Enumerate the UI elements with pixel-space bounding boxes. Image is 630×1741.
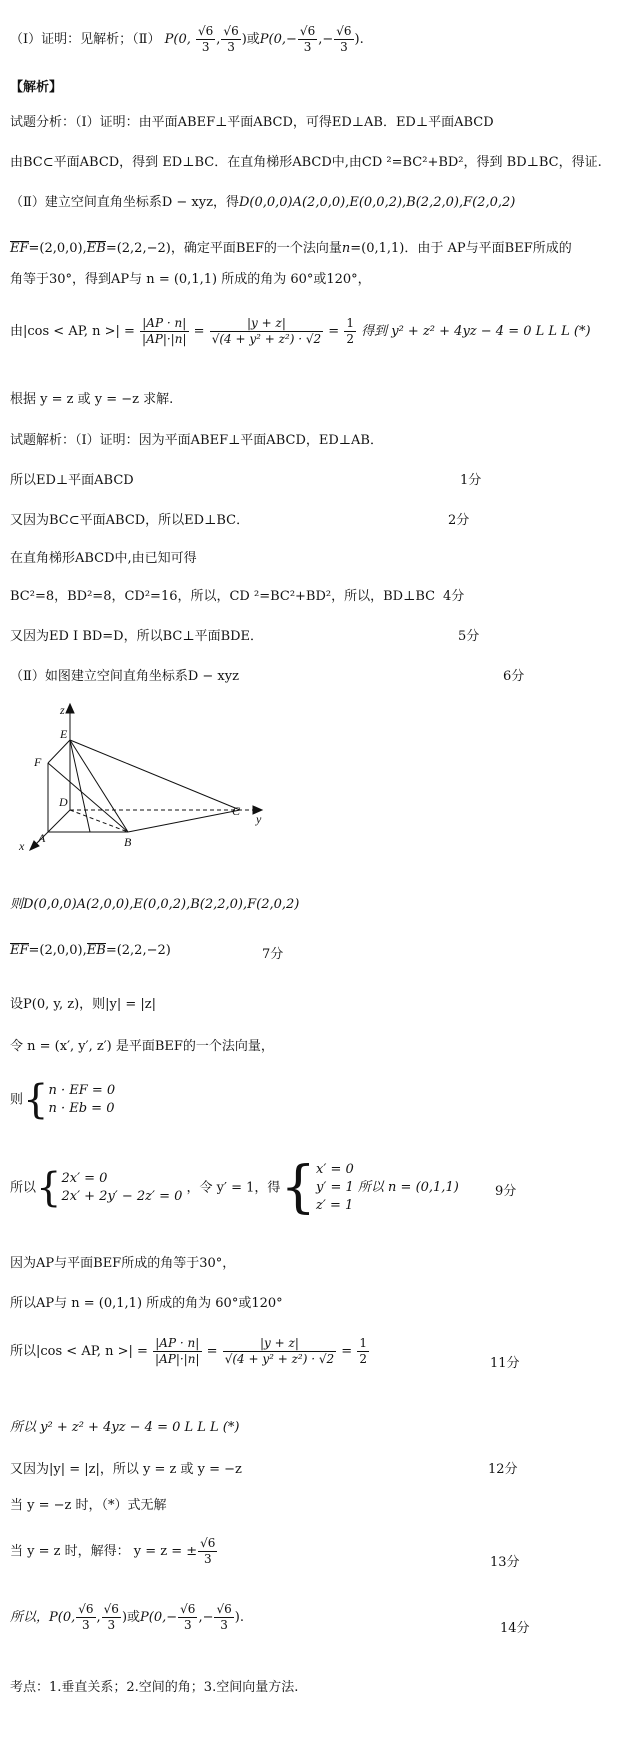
num: √6 [200,1536,216,1550]
answer-p2: P(0,− [259,32,297,47]
label-z: z [60,703,65,717]
frac [334,24,353,55]
num: 1 [346,316,354,330]
solution-line-4: 在直角梯形ABCD中,由已知可得 [10,551,197,566]
l3a: （Ⅱ）建立空间直角坐标系D − xyz，得 [10,195,239,210]
edge-bc [128,810,240,832]
s9b: =(2,0,0), [28,943,87,958]
neg: − [202,1610,214,1625]
num: √6 [299,24,316,38]
answer-line [10,24,364,55]
score-11: 11分 [490,1356,520,1371]
edge-db [70,810,128,832]
frac [221,24,240,55]
brace: { [23,1077,49,1123]
label-e: E [60,727,68,741]
frac [344,316,356,347]
s13c: x′ = 0 [316,1162,354,1177]
num: √6 [78,1602,94,1616]
s21a: 所以，P(0, [10,1610,76,1625]
solution-line-16 [10,1336,370,1367]
label-d: D [59,795,68,809]
solution-line-15: 所以AP与 n = (0,1,1) 所成的角为 60°或120° [10,1296,283,1311]
analysis-line-3 [10,191,515,210]
den: 3 [107,1618,116,1632]
coordinate-figure [10,700,280,865]
analysis-line-2: 由BC⊂平面ABCD，得到 ED⊥BC．在直角梯形ABCD中,由CD ²=BC²+BD²，得到 BD⊥BC，得证. [10,155,602,170]
l3b: D(0,0,0)A(2,0,0),E(0,0,2),B(2,2,0),F(2,0,2) [238,195,516,210]
s13mid: ，令 y′ = 1，得 [186,1180,281,1196]
frac [102,1602,121,1633]
label-c: C [232,804,241,818]
frac [357,1336,369,1367]
neg: − [322,32,334,47]
edge-fe [48,740,70,763]
frac [298,24,317,55]
brace: { [280,1155,317,1220]
answer-part1: （Ⅰ）证明：见解析；（Ⅱ） [10,32,161,47]
num: |AP · n| [153,1336,201,1352]
score-9: 9分 [495,1184,517,1199]
solution-line-11: 令 n = (x′, y′, z′) 是平面BEF的一个法向量， [10,1039,274,1054]
comma: , [96,1610,101,1625]
num: 1 [359,1336,367,1350]
l6c: 得到 y² + z² + 4yz − 4 = 0 L L L (*) [361,324,591,339]
l4f: =(0,1,1)．由于 AP与平面BEF所成的 [350,241,572,256]
s13e: z′ = 1 [316,1198,354,1213]
edge-eb [70,740,128,832]
num: √6 [336,24,352,38]
solution-line-7: （Ⅱ）如图建立空间直角坐标系D − xyz [10,669,239,684]
analysis-line-6 [10,316,591,347]
s9d: =(2,2,−2) [105,943,171,958]
edge-ec [70,740,240,810]
answer-p2: P(0,− [140,1610,178,1625]
den: 2 [359,1352,367,1366]
num: |y + z| [210,316,323,332]
close: ) [241,32,247,47]
frac [198,1536,217,1567]
comma: , [318,32,323,47]
solution-line-8: 则D(0,0,0)A(2,0,0),E(0,0,2),B(2,2,0),F(2,0,2) [10,897,300,912]
den: 3 [203,1552,212,1566]
solution-line-18: 又因为|y| = |z|，所以 y = z 或 y = −z [10,1462,242,1477]
den: 3 [220,1618,228,1632]
score-13: 13分 [490,1555,520,1570]
num: √6 [180,1602,196,1616]
vector-ef-2: EF [10,943,29,958]
l4b: =(2,0,0), [28,241,87,256]
score-2: 2分 [448,513,470,528]
kaodian: 考点：1.垂直关系；2.空间的角；3.空间向量方法. [10,1680,299,1695]
label-a: A [38,831,46,845]
den: √(4 + y² + z²) · √2 [224,1352,335,1366]
den: 3 [201,40,210,54]
s20a: 当 y = z 时，解得： y = z = ± [10,1544,198,1559]
solution-line-20 [10,1536,218,1567]
solution-line-5: BC²=8，BD²=8，CD²=16，所以，CD ²=BC²+BD²，所以，BD⊥BC [10,589,436,604]
s12a: n · EF = 0 [48,1083,116,1098]
score-6: 6分 [503,669,525,684]
vector-ef: EF [10,241,29,256]
solution-line-6: 又因为ED I BD=D，所以BC⊥平面BDE． [10,629,264,644]
solution-line-2: 所以ED⊥平面ABCD [10,473,134,488]
close: ) [121,1610,128,1625]
num: √6 [198,24,214,38]
num: |AP · n| [140,316,188,332]
num: |y + z| [223,1336,336,1352]
score-5: 5分 [458,629,480,644]
score-7: 7分 [262,947,284,962]
brace: { [36,1165,62,1211]
vector-n: n [341,241,351,256]
label-b: B [124,835,132,849]
frac [196,24,215,55]
s16eq: = [206,1344,218,1359]
s16eq2: = [341,1344,353,1359]
solution-line-14: 因为AP与平面BEF所成的角等于30°， [10,1256,236,1271]
s13pre: 所以 [10,1180,37,1196]
den: 3 [303,40,312,54]
den: 3 [340,40,348,54]
z-arrow [66,704,74,713]
vector-eb: EB [86,241,106,256]
solution-line-10: 设P(0, y, z)，则|y| = |z| [10,997,157,1012]
l6eq: = [193,324,205,339]
solution-line-12 [10,1077,116,1123]
or: 或 [246,32,260,47]
or: 或 [127,1610,141,1625]
solution-line-17: 所以 y² + z² + 4yz − 4 = 0 L L L (*) [10,1420,240,1435]
label-y: y [256,812,262,826]
s12pre: 则 [10,1092,24,1108]
frac [223,1336,336,1367]
label-x: x [19,839,25,853]
den: 3 [227,40,235,54]
solution-line-1: 试题解析：（Ⅰ）证明：因为平面ABEF⊥平面ABCD，ED⊥AB． [10,433,383,448]
solution-line-19: 当 y = −z 时，（*）式无解 [10,1498,167,1513]
score-4: 4分 [443,589,465,604]
num: √6 [103,1602,119,1616]
analysis-line-5: 角等于30°，得到AP与 n = (0,1,1) 所成的角为 60°或120°， [10,272,371,287]
analysis-line-1: 试题分析：（Ⅰ）证明：由平面ABEF⊥平面ABCD，可得ED⊥AB．ED⊥平面ABCD [10,115,494,130]
end: ). [354,32,364,47]
frac [178,1602,197,1633]
den: 2 [346,332,354,346]
solution-line-3: 又因为BC⊂平面ABCD，所以ED⊥BC． [10,513,250,528]
den: √(4 + y² + z²) · √2 [211,332,322,346]
solution-line-21 [10,1602,244,1633]
den: 3 [183,1618,192,1632]
s13d: y′ = 1 所以 n = (0,1,1) [316,1180,459,1195]
l6a: 由|cos < AP, n >| = [10,324,135,339]
edge-ea [70,740,90,832]
s16a: 所以|cos < AP, n >| = [10,1344,148,1359]
analysis-line-4 [10,237,572,256]
frac [153,1336,201,1367]
comma: , [198,1610,203,1625]
end: ). [234,1610,244,1625]
frac [210,316,323,347]
jiexi-title: 【解析】 [10,80,63,95]
sys [61,1170,182,1206]
frac [214,1602,233,1633]
frac [140,316,188,347]
label-f: F [34,755,42,769]
den: 3 [82,1618,90,1632]
num: √6 [223,24,239,38]
s13b: 2x′ + 2y′ − 2z′ = 0 [61,1189,183,1204]
score-1: 1分 [460,473,482,488]
num: √6 [216,1602,232,1616]
sys [316,1161,459,1215]
l6b: = [328,324,344,339]
score-14: 14分 [500,1621,530,1636]
s13a: 2x′ = 0 [61,1171,108,1186]
vector-eb-2: EB [86,943,106,958]
l4d: =(2,2,−2)，确定平面BEF的一个法向量 [105,241,342,256]
sys [48,1082,115,1118]
analysis-line-7: 根据 y = z 或 y = −z 求解. [10,392,174,407]
comma: , [216,32,221,47]
answer-p1: P(0, [164,32,191,47]
solution-line-13 [10,1155,459,1220]
score-12: 12分 [488,1462,518,1477]
s12b: n · Eb = 0 [48,1101,115,1116]
den: |AP|·|n| [155,1352,200,1366]
solution-line-9 [10,943,171,958]
frac [76,1602,95,1633]
den: |AP|·|n| [142,332,187,346]
